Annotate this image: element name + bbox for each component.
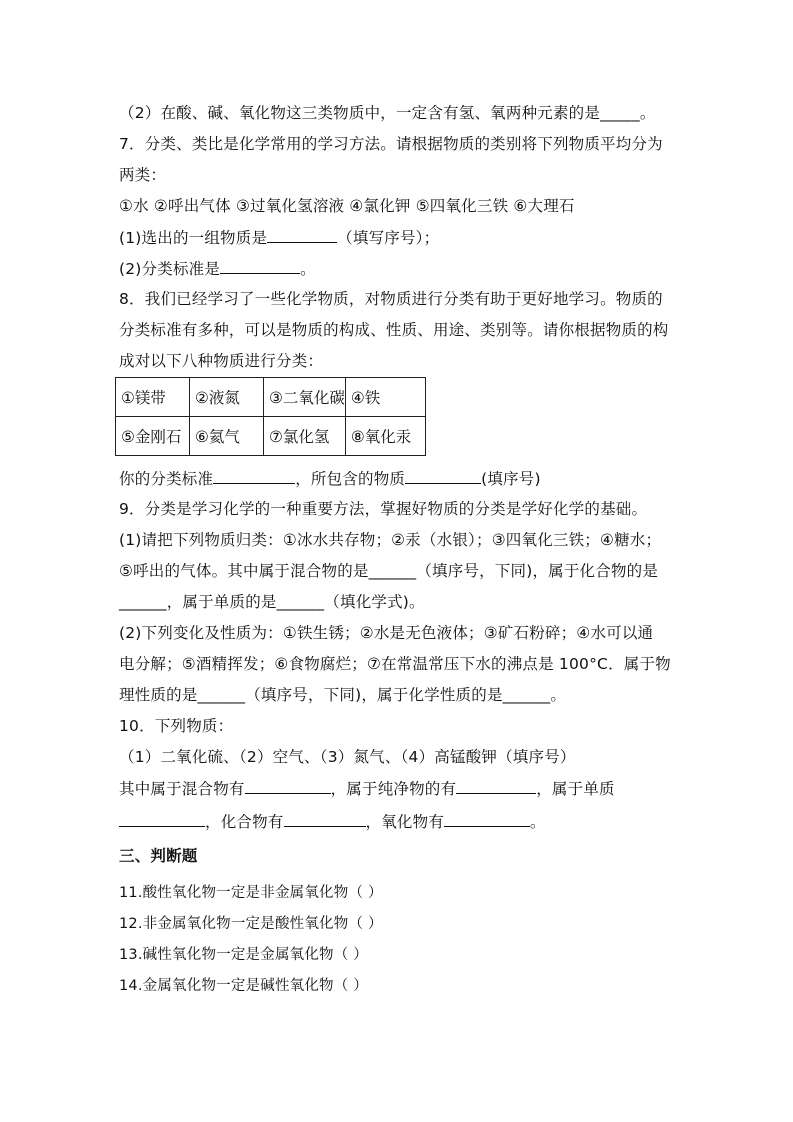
answer-blank[interactable] [119, 811, 205, 827]
q9-stem: 9．分类是学习化学的一种重要方法，掌握好物质的分类是学好化学的基础。 [119, 500, 648, 518]
q7-stem-line2: 两类： [119, 166, 167, 184]
q9-part2-line3: 理性质的是______（填序号，下同)，属于化学性质的是______。 [119, 686, 567, 704]
table-cell: ②液氮 [190, 378, 264, 417]
q8-stem-line3: 成对以下八种物质进行分类： [119, 352, 324, 370]
table-cell: ⑧氧化汞 [345, 417, 425, 456]
q10-answer-line2 [119, 811, 546, 832]
table-cell: ④铁 [345, 378, 425, 417]
judge-q12: 12.非金属氧化物一定是酸性氧化物（ ） [119, 916, 383, 932]
q10-element-label: ，属于单质 [536, 780, 615, 798]
q6-part2: （2）在酸、碱、氧化物这三类物质中，一定含有氢、氧两种元素的是_____。 [119, 104, 656, 122]
q9-part1-line3: ______，属于单质的是______（填化学式)。 [119, 593, 425, 611]
q9-part2-line2: 电分解；⑤酒精挥发；⑥食物腐烂；⑦在常温常压下水的沸点是 100°C．属于物 [119, 655, 671, 673]
answer-blank[interactable] [444, 811, 530, 827]
answer-blank[interactable] [245, 778, 331, 794]
judge-q14: 14.金属氧化物一定是碱性氧化物（ ） [119, 978, 368, 994]
substance-table [115, 377, 426, 456]
table-cell: ①镁带 [116, 378, 190, 417]
q7-part2 [119, 258, 316, 279]
q8-stem-line2: 分类标准有多种，可以是物质的构成、性质、用途、类别等。请你根据物质的构 [119, 321, 669, 339]
table-cell: ⑤金刚石 [116, 417, 190, 456]
q7-part1 [119, 227, 439, 248]
q10-substances: （1）二氧化硫、（2）空气、（3）氮气、（4）高锰酸钾（填序号） [119, 748, 576, 766]
q7-part2-prefix: (2)分类标准是 [119, 260, 221, 278]
table-row [116, 417, 426, 456]
answer-blank[interactable] [405, 468, 481, 484]
judge-q11: 11.酸性氧化物一定是非金属氧化物（ ） [119, 885, 383, 901]
q8-stem-line1: 8．我们已经学习了一些化学物质，对物质进行分类有助于更好地学习。物质的 [119, 290, 663, 308]
q10-mixture-label: 其中属于混合物有 [119, 780, 245, 798]
answer-blank[interactable] [267, 227, 337, 243]
q10-pure-label: ，属于纯净物的有 [330, 780, 457, 798]
q8-substance-label: ，所包含的物质 [295, 470, 406, 488]
q7-stem-line1: 7．分类、类比是化学常用的学习方法。请根据物质的类别将下列物质平均分为 [119, 135, 663, 153]
q8-note: (填序号) [481, 470, 541, 488]
q10-end-punct: 。 [530, 813, 546, 831]
q10-oxide-label: ，氧化物有 [365, 813, 445, 831]
q9-part2-line1: (2)下列变化及性质为：①铁生锈；②水是无色液体；③矿石粉碎；④水可以通 [119, 624, 654, 642]
q9-part1-line2: ⑤呼出的气体。其中属于混合物的是______（填序号，下同)，属于化合物的是 [119, 562, 659, 580]
answer-blank[interactable] [220, 258, 300, 274]
q8-answer-line [119, 468, 541, 489]
q10-answer-line1 [119, 778, 615, 799]
q8-standard-label: 你的分类标准 [119, 470, 214, 488]
q10-compound-label: ，化合物有 [205, 813, 284, 831]
section-title: 三、判断题 [119, 847, 198, 865]
q7-part1-prefix: (1)选出的一组物质是 [119, 229, 268, 247]
q10-stem: 10．下列物质： [119, 717, 234, 735]
table-cell: ⑥氦气 [190, 417, 264, 456]
q7-substances: ①水 ②呼出气体 ③过氧化氢溶液 ④氯化钾 ⑤四氧化三铁 ⑥大理石 [119, 197, 575, 215]
q9-part1-line1: (1)请把下列物质归类：①冰水共存物；②汞（水银）；③四氧化三铁；④糖水； [119, 531, 662, 549]
table-row [116, 378, 426, 417]
answer-blank[interactable] [284, 811, 366, 827]
judge-q13: 13.碱性氧化物一定是金属氧化物（ ） [119, 947, 368, 963]
table-cell: ⑦氯化氢 [264, 417, 346, 456]
answer-blank[interactable] [213, 468, 295, 484]
q7-part2-suffix: 。 [300, 260, 316, 278]
table-cell: ③二氧化碳 [264, 378, 346, 417]
q7-part1-suffix: （填写序号）； [337, 229, 440, 247]
answer-blank[interactable] [456, 778, 536, 794]
